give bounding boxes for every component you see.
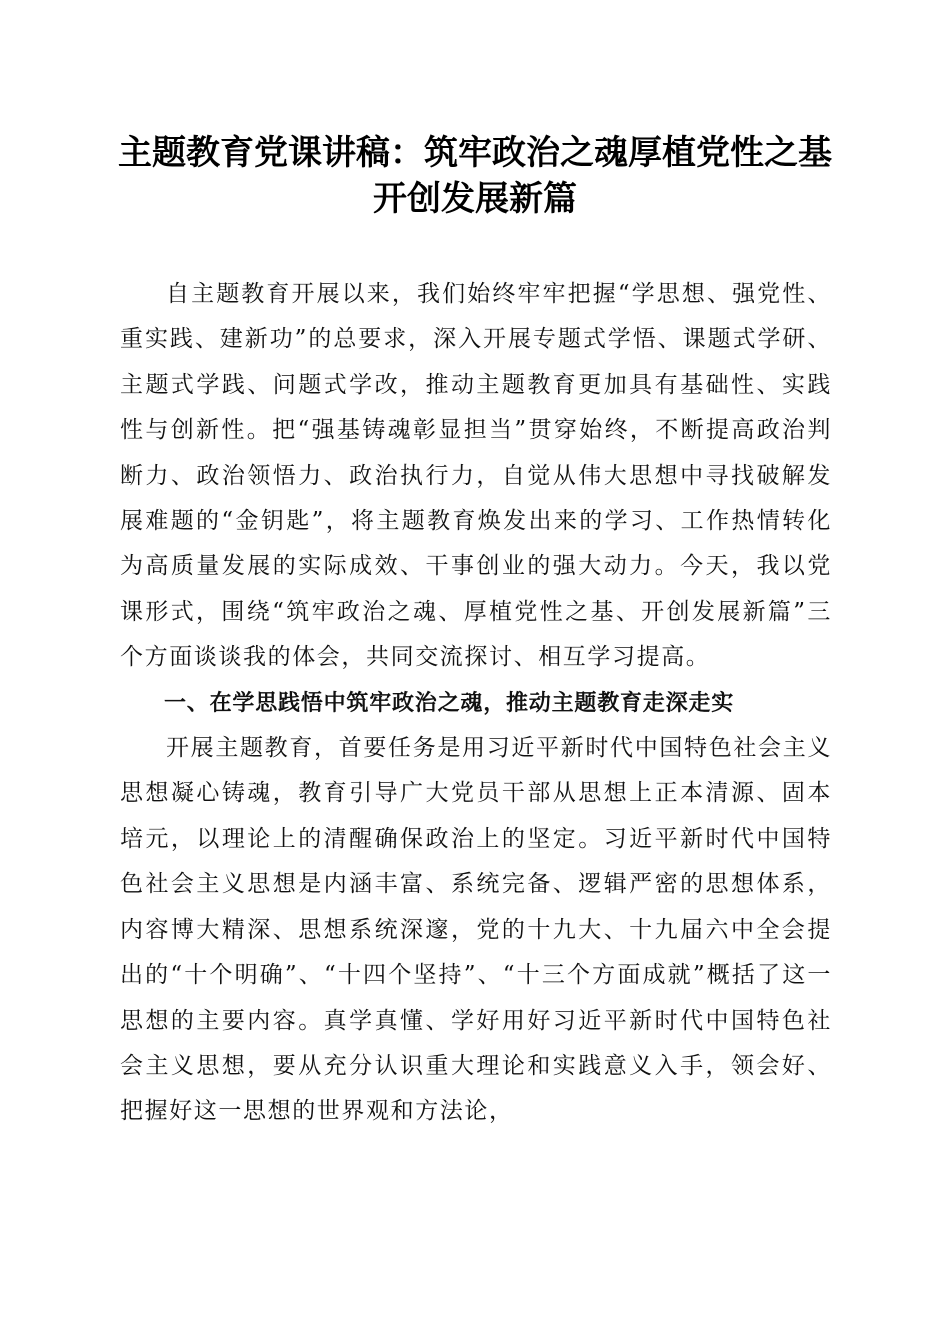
document-title: 主题教育党课讲稿：筑牢政治之魂厚植党性之基开创发展新篇 (118, 133, 832, 219)
section-heading: 一、在学思践悟中筑牢政治之魂，推动主题教育走深走实 (164, 690, 735, 716)
intro-paragraph: 自主题教育开展以来，我们始终牢牢把握“学思想、强党性、重实践、建新功”的总要求，深入开展专题式学悟、课题式学研、主题式学践、问题式学改，推动主题教育更加具有基础性、实践性与创新性。把“强基铸魂彰显担当”贯穿始终，不断提高政治判断力、政治领悟力、政治执行力，自觉从伟大思想中寻找破解发展难题的“金钥匙”，将主题教育焕发出来的学习、工作热情转化为高质量发展的实际成效、干事创业的强大动力。今天，我以党课形式，围绕“筑牢政治之魂、厚植党性之基、开创发展新篇”三个方面谈谈我的体会，共同交流探讨、相互学习提高。 (120, 281, 832, 671)
section-paragraph: 开展主题教育，首要任务是用习近平新时代中国特色社会主义思想凝心铸魂，教育引导广大党员干部从思想上正本清源、固本培元，以理论上的清醒确保政治上的坚定。习近平新时代中国特色社会主义思想是内涵丰富、系统完备、逻辑严密的思想体系，内容博大精深、思想系统深邃，党的十九大、十九届六中全会提出的“十个明确”、“十四个坚持”、“十三个方面成就”概括了这一思想的主要内容。真学真懂、学好用好习近平新时代中国特色社会主义思想，要从充分认识重大理论和实践意义入手，领会好、把握好这一思想的世界观和方法论， (120, 735, 832, 1125)
document-body (120, 272, 832, 1135)
